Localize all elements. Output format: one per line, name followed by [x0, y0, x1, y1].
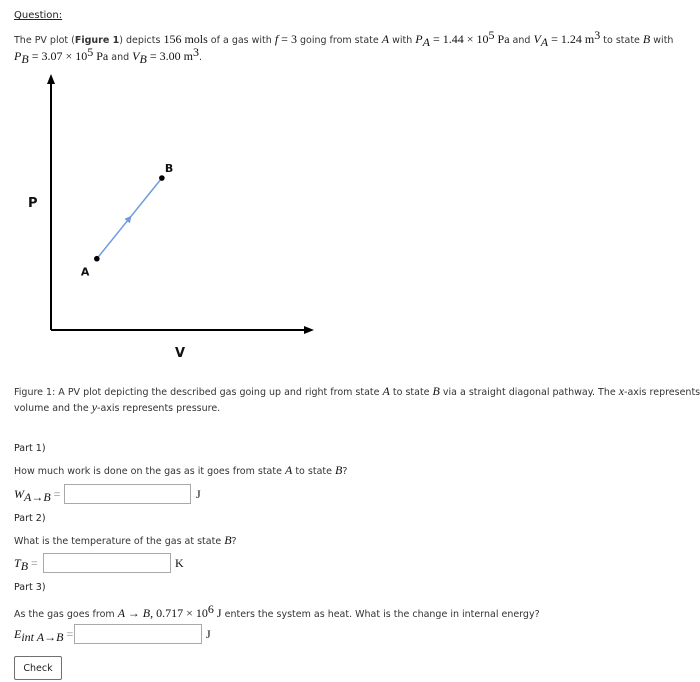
text-span: A PV plot depicting the described gas going up and right from state — [55, 387, 383, 398]
text-span: to state — [600, 35, 643, 47]
heat-exponent: 6 — [207, 602, 214, 616]
work-answer-input[interactable] — [64, 484, 191, 504]
work-subscript: A→B — [24, 489, 51, 504]
part2-answer-label — [14, 556, 38, 574]
x-axis-label: V — [175, 346, 186, 361]
pa-subscript: A — [422, 35, 430, 50]
va-value: = 1.24 m — [548, 32, 595, 47]
vb-exponent: 3 — [192, 45, 199, 59]
vb-value: = 3.00 m — [146, 49, 193, 64]
temperature-subscript: B — [20, 558, 29, 573]
figure-caption-line1 — [14, 384, 700, 399]
work-unit: J — [196, 487, 201, 501]
text-span: ? — [342, 466, 348, 477]
text-span: to state — [292, 466, 335, 477]
pb-symbol: P — [14, 49, 22, 64]
part3-question — [14, 602, 540, 621]
pv-plot — [0, 68, 340, 368]
text-span: going from state — [296, 35, 382, 47]
pb-exponent: 5 — [87, 45, 94, 59]
question-heading: Question: — [14, 10, 63, 21]
state-b: B — [432, 384, 440, 398]
path-expression: A → B — [117, 606, 151, 621]
question-text-line2 — [14, 45, 202, 67]
text-span: volume and the — [14, 403, 92, 414]
text-span: with — [650, 35, 674, 47]
text-span: -axis represents — [624, 387, 700, 398]
state-b: B — [224, 533, 232, 547]
heat-unit: J — [213, 606, 222, 621]
energy-symbol: E — [14, 627, 22, 641]
equals-sign: = — [28, 556, 38, 570]
text-span: -axis represents pressure. — [97, 403, 221, 414]
temperature-unit: K — [175, 556, 184, 570]
part1-answer-label — [14, 487, 60, 505]
va-exponent: 3 — [594, 28, 601, 42]
figure-reference: Figure 1 — [74, 35, 120, 47]
f-variable: f — [274, 32, 279, 47]
point-b — [159, 175, 165, 181]
state-a: A — [381, 32, 390, 47]
part2-title: Part 2) — [14, 513, 46, 524]
work-symbol: W — [14, 487, 24, 501]
part2-question — [14, 533, 237, 548]
text-span: . — [198, 52, 202, 64]
text-span: , — [150, 606, 157, 621]
equals-sign: = — [63, 627, 74, 641]
moles-value: 156 mols — [163, 32, 208, 47]
part1-title: Part 1) — [14, 443, 46, 454]
text-span: ) depicts — [119, 35, 164, 47]
pb-subscript: B — [21, 52, 29, 67]
energy-subscript: int A→B — [21, 629, 64, 644]
x-variable: x — [618, 384, 625, 398]
f-value: = 3 — [278, 32, 297, 47]
internal-energy-answer-input[interactable] — [74, 624, 202, 644]
check-button[interactable]: Check — [14, 656, 62, 680]
point-a-label: A — [80, 265, 90, 279]
state-a: A — [284, 463, 293, 477]
text-span: and — [108, 52, 133, 64]
text-span: to state — [389, 387, 433, 398]
text-span: of a gas with — [207, 35, 275, 47]
text-span: and — [509, 35, 534, 47]
heat-value: 0.717 × 10 — [156, 606, 208, 621]
temperature-answer-input[interactable] — [43, 553, 171, 573]
x-axis-arrowhead — [304, 326, 314, 334]
vb-symbol: V — [132, 49, 140, 64]
text-span: with — [389, 35, 416, 47]
point-a — [94, 256, 100, 262]
temperature-symbol: T — [14, 556, 21, 570]
y-variable: y — [91, 400, 98, 414]
pa-value: = 1.44 × 10 — [429, 32, 489, 47]
internal-energy-unit: J — [206, 627, 211, 641]
pa-exponent: 5 — [488, 28, 495, 42]
state-b: B — [642, 32, 651, 47]
vb-subscript: B — [139, 52, 147, 67]
text-span: How much work is done on the gas as it goes from state — [14, 466, 285, 477]
figure-caption-line2 — [14, 400, 220, 415]
va-subscript: A — [540, 35, 549, 50]
caption-prefix: Figure 1: — [14, 387, 56, 398]
state-b: B — [334, 463, 343, 477]
text-span: As the gas goes from — [14, 609, 118, 621]
part1-question — [14, 463, 347, 478]
state-a: A — [382, 384, 390, 398]
y-axis-arrowhead — [47, 74, 55, 84]
part3-title: Part 3) — [14, 582, 46, 593]
text-span: ? — [231, 536, 237, 547]
point-b-label: B — [164, 162, 174, 176]
text-span: enters the system as heat. What is the change in internal energy? — [221, 609, 540, 621]
pa-unit: Pa — [494, 32, 510, 47]
va-symbol: V — [533, 32, 541, 47]
text-span: What is the temperature of the gas at state — [14, 536, 225, 547]
part3-answer-label — [14, 627, 73, 645]
pb-unit: Pa — [93, 49, 109, 64]
pb-value: = 3.07 × 10 — [28, 49, 88, 64]
pa-symbol: P — [415, 32, 423, 47]
equals-sign: = — [50, 487, 61, 501]
y-axis-label: P — [28, 196, 38, 211]
text-span: via a straight diagonal pathway. The — [439, 387, 619, 398]
text-span: The PV plot ( — [14, 35, 75, 47]
